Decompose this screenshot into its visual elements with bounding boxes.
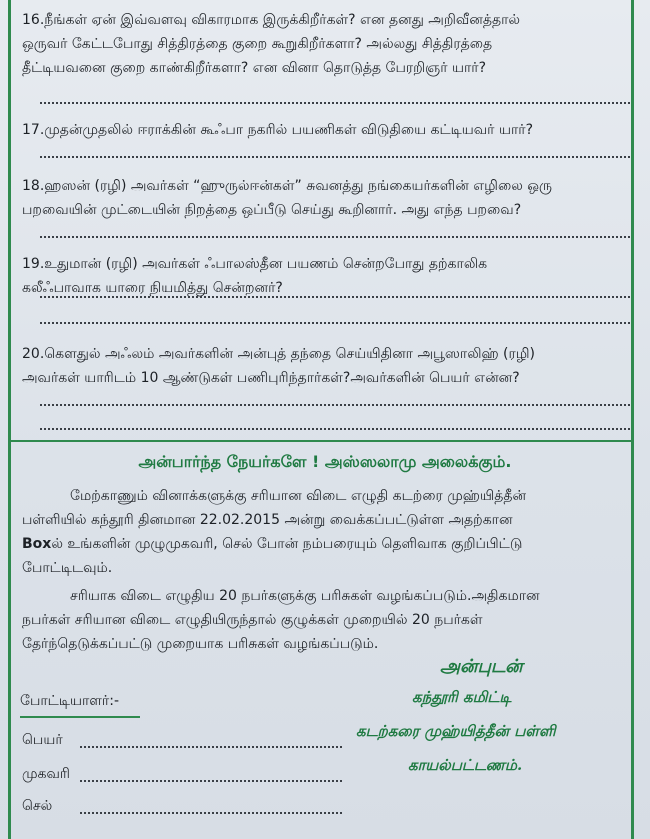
address-label: முகவரி <box>22 766 70 782</box>
answer-line-20a[interactable] <box>40 400 630 406</box>
question-line: பறவையின் முட்டையின் நிறத்தை ஒப்பீடு செய்து கூறினார். அது எந்த பறவை? <box>22 202 522 218</box>
question-line: ஒருவர் கேட்டபோது சித்திரத்தை குறை கூறுகிறீர்களா? அல்லது சித்திரத்தை <box>22 36 493 52</box>
signature-closing: அன்புடன் <box>440 656 523 677</box>
section-divider <box>10 440 632 442</box>
answer-line-16[interactable] <box>40 98 630 104</box>
name-field[interactable] <box>80 742 342 748</box>
paragraph-line: போட்டிடவும். <box>22 560 113 576</box>
question-17 <box>22 118 622 142</box>
question-18 <box>22 174 622 222</box>
paragraph-line: சரியாக விடை எழுதிய 20 நபர்களுக்கு பரிசுகள் வழங்கப்படும்.அதிகமான <box>70 588 540 604</box>
paragraph-line: மேற்காணும் வினாக்களுக்கு சரியான விடை எழுதி கடற்ரை முஹ்யித்தீன் <box>70 488 527 504</box>
question-line: 16.நீங்கள் ஏன் இவ்வளவு விகாரமாக இருக்கிறீர்கள்? என தனது அறிவீனத்தால் <box>22 12 521 28</box>
question-line: 19.உதுமான் (ரழி) அவர்கள் ஃபாலஸ்தீன பயணம் சென்றபோது தற்காலிக <box>22 256 488 272</box>
question-line: 20.கௌதுல் அஃலம் அவர்களின் அன்புத் தந்தை செய்யிதினா அபூஸாலிஹ் (ரழி) <box>22 346 535 362</box>
paragraph-line <box>22 532 622 556</box>
phone-label: செல் <box>22 798 53 814</box>
prize-paragraph <box>22 584 622 656</box>
answer-line-19a[interactable] <box>40 292 630 298</box>
address-field[interactable] <box>80 776 342 782</box>
box-word: Box <box>22 536 52 552</box>
answer-line-20b[interactable] <box>40 424 630 430</box>
phone-field[interactable] <box>80 808 342 814</box>
name-label: பெயர் <box>22 732 63 748</box>
paragraph-line: பள்ளியில் கந்தூரி தினமான 22.02.2015 அன்று வைக்கப்பட்டுள்ள அதற்கான <box>22 512 513 528</box>
paragraph-line: தேர்ந்தெடுக்கப்பட்டு முறையாக பரிசுகள் வழங்கப்படும். <box>22 636 379 652</box>
paragraph-text: ல் உங்களின் முழுமுகவரி, செல் போன் நம்பரையும் தெளிவாக குறிப்பிட்டு <box>51 536 523 552</box>
instructions-paragraph <box>22 484 622 580</box>
question-line: 18.ஹஸன் (ரழி) அவர்கள் “ஹுருல்ஈன்கள்” சுவனத்து நங்கையர்களின் எழிலை ஒரு <box>22 178 552 194</box>
greeting-heading: அன்பார்ந்த நேயர்களே ! அஸ்ஸலாமு அலைக்கும். <box>138 452 512 471</box>
paragraph-line: நபர்கள் சரியான விடை எழுதியிருந்தால் குழுக்கள் முறையில் 20 நபர்கள் <box>22 612 483 628</box>
answer-line-19b[interactable] <box>40 318 630 324</box>
question-16 <box>22 8 622 80</box>
contestant-title: போட்டியாளர்:- <box>20 686 140 718</box>
answer-line-17[interactable] <box>40 152 630 158</box>
answer-line-18[interactable] <box>40 232 630 238</box>
signature-town: காயல்பட்டணம். <box>408 756 523 774</box>
question-line: அவர்கள் யாரிடம் 10 ஆண்டுகள் பணிபுரிந்தார்கள்?அவர்களின் பெயர் என்ன? <box>22 370 520 386</box>
question-line: தீட்டியவனை குறை காண்கிறீர்களா? என வினா தொடுத்த பேரறிஞர் யார்? <box>22 60 487 76</box>
question-20 <box>22 342 622 390</box>
question-line: 17.முதன்முதலில் ஈராக்கின் கூஃபா நகரில் பயணிகள் விடுதியை கட்டியவர் யார்? <box>22 122 534 138</box>
question-line: கலீஃபாவாக யாரை நியமித்து சென்றனர்? <box>22 280 283 296</box>
signature-committee: கந்தூரி கமிட்டி <box>412 688 512 706</box>
signature-mosque: கடற்கரை முஹ்யித்தீன் பள்ளி <box>356 722 556 740</box>
